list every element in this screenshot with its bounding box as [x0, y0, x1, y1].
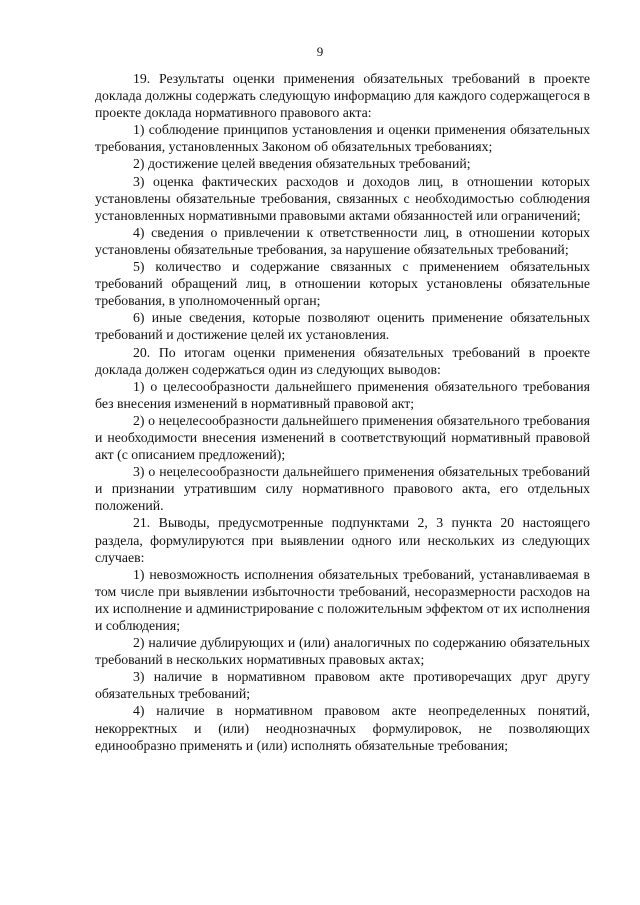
- paragraph-21-item-1: 1) невозможность исполнения обязательных требований, устанавливаемая в том числе при выявлении избыточности требований, несоразмерности расходов на их исполнение и администрирование с положительным эффектом от их исполнения и соблюдения;: [95, 566, 590, 633]
- paragraph-19-item-3: 3) оценка фактических расходов и доходов лиц, в отношении которых установлены обязательные требования, связанных с необходимостью соблюдения установленных нормативными правовыми актами обязанностей или ограничений;: [95, 173, 590, 223]
- paragraph-21-item-2: 2) наличие дублирующих и (или) аналогичных по содержанию обязательных требований в нескольких нормативных правовых актах;: [95, 635, 590, 668]
- paragraph-19-item-1: 1) соблюдение принципов установления и оценки применения обязательных требования, установленных Законом об обязательных требованиях;: [95, 122, 590, 155]
- paragraph-19-item-4: 4) сведения о привлечении к ответственности лиц, в отношении которых установлены обязательные требования, за нарушение обязательных требований;: [95, 224, 590, 257]
- paragraph-19-item-6: 6) иные сведения, которые позволяют оценить применение обязательных требований и достижение целей их установления.: [95, 310, 590, 343]
- paragraph-19-item-5: 5) количество и содержание связанных с применением обязательных требований обращений лиц, в отношении которых установлены обязательные требования, в уполномоченный орган;: [95, 259, 590, 309]
- paragraph-21-item-3: 3) наличие в нормативном правовом акте противоречащих друг другу обязательных требований;: [95, 669, 590, 702]
- paragraph-21: 21. Выводы, предусмотренные подпунктами 2, 3 пункта 20 настоящего раздела, формулируются при выявлении одного или нескольких из следующих случаев:: [95, 515, 590, 565]
- document-body: [95, 70, 590, 754]
- paragraph-20-item-2: 2) о нецелесообразности дальнейшего применения обязательного требования и необходимости внесения изменений в соответствующий нормативный правовой акт (с описанием предложений);: [95, 412, 590, 463]
- page-number: 9: [316, 44, 324, 59]
- paragraph-20-item-3: 3) о нецелесообразности дальнейшего применения обязательных требований и признании утратившим силу нормативного правового акта, его отдельных положений.: [95, 464, 590, 514]
- paragraph-19-item-2: 2) достижение целей введения обязательных требований;: [133, 156, 471, 172]
- paragraph-20-item-1: 1) о целесообразности дальнейшего применения обязательного требования без внесения изменений в нормативный правовой акт;: [95, 378, 590, 411]
- paragraph-19: 19. Результаты оценки применения обязательных требований в проекте доклада должны содержать следующую информацию для каждого содержащегося в проекте доклада нормативного правового акта:: [95, 71, 590, 121]
- paragraph-20: 20. По итогам оценки применения обязательных требований в проекте доклада должен содержаться один из следующих выводов:: [95, 344, 590, 377]
- paragraph-21-item-4: 4) наличие в нормативном правовом акте неопределенных понятий, некорректных и (или) неоднозначных формулировок, не позволяющих единообразно применять и (или) исполнять обязательные требования;: [95, 703, 590, 753]
